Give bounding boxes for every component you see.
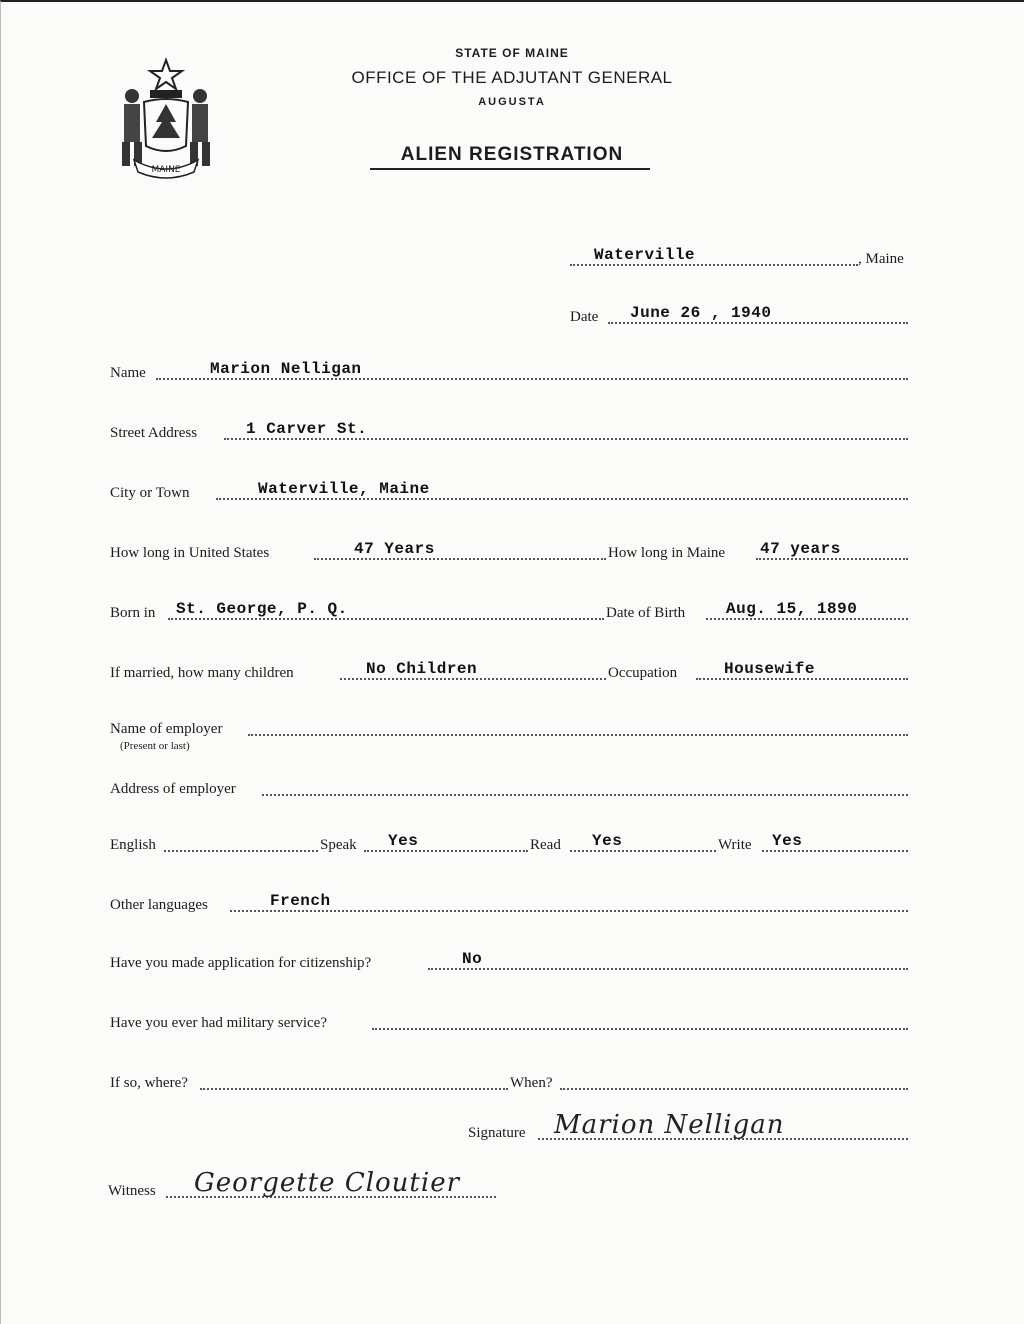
header-state: STATE OF MAINE bbox=[455, 46, 569, 60]
name-row bbox=[108, 356, 908, 382]
when-label: When? bbox=[510, 1075, 553, 1091]
citizenship-value: No bbox=[462, 950, 483, 968]
witness-row bbox=[108, 1168, 908, 1200]
read-label: Read bbox=[530, 837, 561, 853]
dob-label: Date of Birth bbox=[606, 605, 686, 621]
occupation-label: Occupation bbox=[608, 665, 678, 681]
employer-name-row bbox=[108, 712, 908, 752]
street-row bbox=[108, 416, 908, 442]
born-row bbox=[108, 596, 908, 622]
street-value: 1 Carver St. bbox=[246, 420, 368, 438]
form-title: ALIEN REGISTRATION bbox=[400, 144, 624, 165]
other-languages-row bbox=[108, 888, 908, 914]
children-row bbox=[108, 656, 908, 682]
place-row bbox=[108, 242, 908, 268]
other-languages-value: French bbox=[270, 892, 331, 910]
english-label: English bbox=[110, 837, 156, 853]
maine-duration-label: How long in Maine bbox=[608, 545, 726, 561]
maine-duration-value: 47 years bbox=[760, 540, 841, 558]
title-underline bbox=[370, 168, 650, 170]
header-office: OFFICE OF THE ADJUTANT GENERAL bbox=[351, 68, 673, 87]
children-label: If married, how many children bbox=[110, 665, 294, 681]
date-row bbox=[108, 300, 908, 326]
svg-text:MAINE: MAINE bbox=[151, 165, 181, 175]
us-duration-value: 47 Years bbox=[354, 540, 435, 558]
name-value: Marion Nelligan bbox=[210, 360, 362, 378]
english-row bbox=[108, 828, 908, 854]
born-value: St. George, P. Q. bbox=[176, 600, 348, 618]
witness-handwriting: Georgette Cloutier bbox=[194, 1168, 461, 1198]
employer-name-label: Name of employer bbox=[110, 721, 223, 737]
duration-row bbox=[108, 536, 908, 562]
occupation-value: Housewife bbox=[724, 660, 815, 678]
speak-value: Yes bbox=[388, 832, 419, 850]
street-label: Street Address bbox=[110, 425, 198, 441]
write-value: Yes bbox=[772, 832, 803, 850]
place-value: Waterville bbox=[594, 246, 696, 264]
write-label: Write bbox=[718, 837, 752, 853]
other-languages-label: Other languages bbox=[110, 897, 208, 913]
military-label: Have you ever had military service? bbox=[110, 1015, 327, 1031]
employer-address-label: Address of employer bbox=[110, 781, 236, 797]
city-value: Waterville, Maine bbox=[258, 480, 430, 498]
speak-label: Speak bbox=[320, 837, 357, 853]
citizenship-label: Have you made application for citizenship? bbox=[110, 955, 372, 971]
signature-row bbox=[108, 1110, 908, 1142]
dob-value: Aug. 15, 1890 bbox=[726, 600, 858, 618]
born-label: Born in bbox=[110, 605, 156, 621]
city-label: City or Town bbox=[110, 485, 190, 501]
us-duration-label: How long in United States bbox=[110, 545, 270, 561]
where-when-row bbox=[108, 1066, 908, 1092]
where-label: If so, where? bbox=[110, 1075, 188, 1091]
read-value: Yes bbox=[592, 832, 623, 850]
employer-name-sublabel: (Present or last) bbox=[120, 740, 190, 752]
date-value: June 26 , 1940 bbox=[630, 304, 772, 322]
city-row bbox=[108, 476, 908, 502]
header-city: AUGUSTA bbox=[478, 96, 546, 108]
citizenship-row bbox=[108, 946, 908, 972]
children-value: No Children bbox=[366, 660, 478, 678]
signature-label: Signature bbox=[468, 1125, 526, 1141]
date-label: Date bbox=[570, 309, 599, 325]
employer-address-row bbox=[108, 772, 908, 798]
signature-handwriting: Marion Nelligan bbox=[554, 1110, 785, 1140]
name-label: Name bbox=[110, 365, 146, 381]
witness-label: Witness bbox=[108, 1183, 156, 1199]
military-row bbox=[108, 1006, 908, 1032]
place-suffix: , Maine bbox=[858, 251, 904, 267]
